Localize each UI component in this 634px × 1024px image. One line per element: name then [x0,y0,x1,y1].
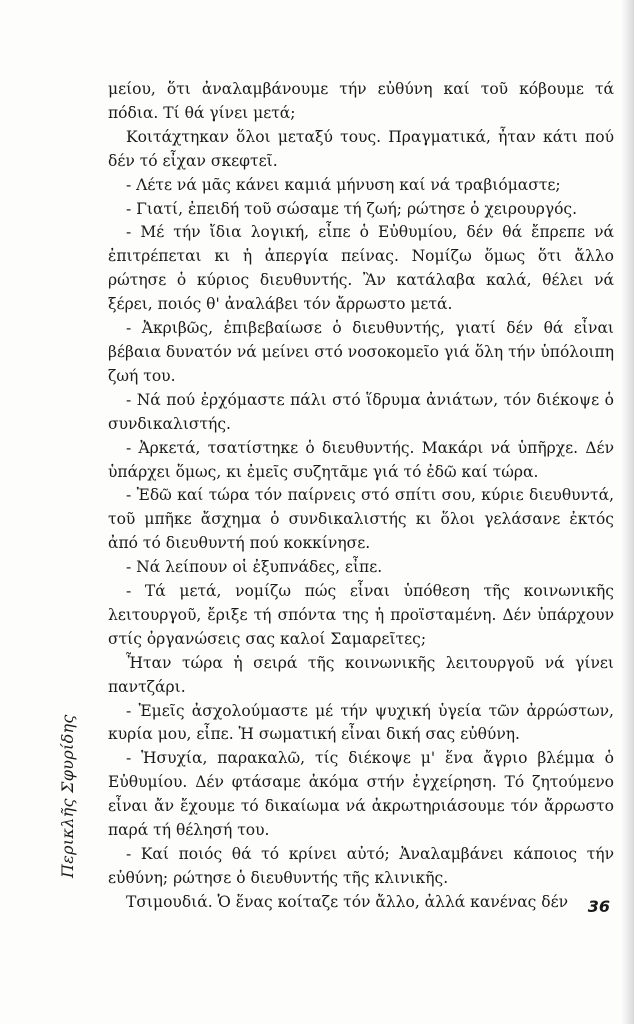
page-edge-shadow [620,0,634,1024]
paragraph: μείου, ὅτι ἀναλαμβάνουμε τήν εὐθύνη καί τοῦ κόβουμε τά πόδια. Τί θά γίνει μετά; [108,80,614,122]
paragraph: - Μέ τήν ἴδια λογική, εἶπε ὁ Εὐθυμίου, δέν θά ἔπρεπε νά ἐπιτρέπεται κι ἡ ἀπεργία πείνας. Νομίζω ὅμως ὅτι ἄλλο ρώτησε ὁ κύριος διευθυντής. Ἂν κατάλαβα καλά, θέλει νά ξέρει, ποιός θ' ἀναλάβει τόν ἄρρωστο μετά. [108,223,614,314]
paragraph: - Τά μετά, νομίζω πώς εἶναι ὑπόθεση τῆς κοινωνικῆς λειτουργοῦ, ἔριξε τή σπόντα της ἡ προϊσταμένη. Δέν ὑπάρχουν στίς ὀργανώσεις σας καλοί Σαμαρεῖτες; [108,582,614,648]
paragraph: - Ἐδῶ καί τώρα τόν παίρνεις στό σπίτι σου, κύριε διευθυντά, τοῦ μπῆκε ἄσχημα ὁ συνδικαλιστής κι ὅλοι γελάσανε ἐκτός ἀπό τό διευθυντή πού κοκκίνησε. [108,486,614,553]
paragraph: Ἦταν τώρα ἡ σειρά τῆς κοινωνικῆς λειτουργοῦ νά γίνει παντζάρι. [108,653,614,696]
paragraph: - Ἀκριβῶς, ἐπιβεβαίωσε ὁ διευθυντής, γιατί δέν θά εἶναι βέβαια δυνατόν νά μείνει στό νοσοκομεῖο γιά ὅλη τήν ὑπόλοιπη ζωή του. [108,319,614,385]
paragraph: - Νά πού ἐρχόμαστε πάλι στό ἵδρυμα ἀνιάτων, τόν διέκοψε ὁ συνδικαλιστής. [108,390,614,433]
paragraph: - Ἐμεῖς ἀσχολούμαστε μέ τήν ψυχική ὑγεία τῶν ἀρρώστων, κυρία μου, εἶπε. Ἡ σωματική εἶναι δική σας εὐθύνη. [108,701,614,744]
paragraph: - Γιατί, ἐπειδή τοῦ σώσαμε τή ζωή; ρώτησε ὁ χειρουργός. [126,199,578,218]
body-text [108,78,614,915]
paragraph: - Καί ποιός θά τό κρίνει αὐτό; Ἀναλαμβάνει κάποιος τήν εὐθύνη; ρώτησε ὁ διευθυντής τῆς κλινικῆς. [108,845,614,887]
paragraph: - Νά λείπουν οἱ ἐξυπνάδες, εἶπε. [126,558,383,577]
paragraph: - Ἡσυχία, παρακαλῶ, τίς διέκοψε μ' ἕνα ἄγριο βλέμμα ὁ Εὐθυμίου. Δέν φτάσαμε ἀκόμα στήν ἐγχείρηση. Τό ζητούμενο εἶναι ἄν ἔχουμε τό δικαίωμα νά ἀκρωτηριάσουμε τόν ἄρρωστο παρά τή θέλησή του. [108,749,614,840]
paragraph: Τσιμουδιά. Ὁ ἕνας κοίταζε τόν ἄλλο, ἀλλά κανένας δέν [126,892,569,911]
paragraph: Κοιτάχτηκαν ὅλοι μεταξύ τους. Πραγματικά, ἦταν κάτι πού δέν τό εἶχαν σκεφτεῖ. [108,127,614,170]
paragraph: - Ἀρκετά, τσατίστηκε ὁ διευθυντής. Μακάρι νά ὑπῆρχε. Δέν ὑπάρχει ὅμως, κι ἐμεῖς συζητᾶμε γιά τό ἐδῶ καί τώρα. [108,438,614,481]
paragraph: - Λέτε νά μᾶς κάνει καμιά μήνυση καί νά τραβιόμαστε; [126,175,561,194]
author-running-head: Περικλῆς Σφυρίδης [58,714,77,878]
page-number: 36 [587,897,610,916]
